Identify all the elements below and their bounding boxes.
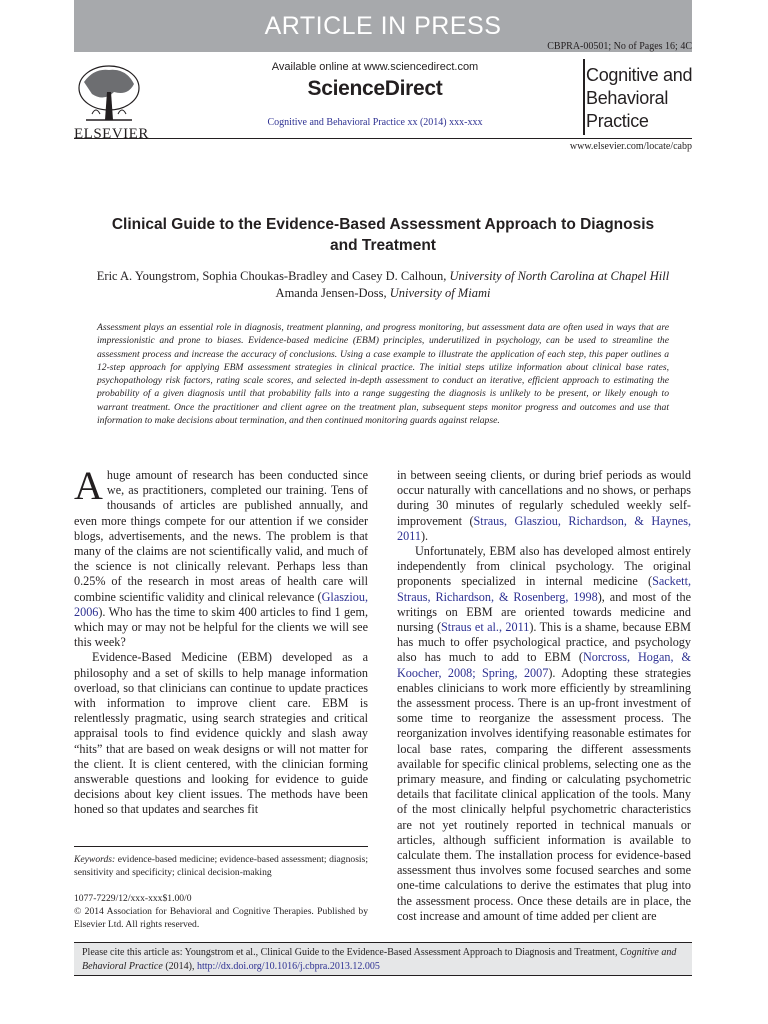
drop-cap: A — [74, 463, 103, 508]
author-list — [74, 268, 692, 302]
body-paragraph: in between seeing clients, or during brief periods as would occur naturally with cancellations and no shows, or perhaps during 30 minutes of regularly scheduled weekly self-improvement (Straus, Glasziou, Richardson, & Haynes, 2011). — [397, 468, 691, 543]
citation-link[interactable]: Straus et al., 2011 — [441, 620, 530, 635]
journal-title-line: Behavioral — [586, 88, 669, 108]
citation-link[interactable]: Norcross, Hogan, & Koocher, 2008; Spring, 2007 — [397, 650, 691, 680]
citation-link[interactable]: Straus, Glasziou, Richardson, & Haynes, 2011 — [397, 513, 691, 543]
copyright-block — [74, 892, 368, 931]
author-names: Eric A. Youngstrom, Sophia Choukas-Bradley and Casey D. Calhoun, — [96, 269, 450, 283]
footnote-divider — [74, 846, 368, 847]
left-column — [74, 463, 368, 818]
author-affiliation: University of Miami — [389, 286, 491, 300]
header-divider — [74, 138, 692, 139]
article-in-press-banner: ARTICLE IN PRESS — [74, 0, 692, 52]
right-column — [397, 468, 691, 924]
author-affiliation: University of North Carolina at Chapel Hill — [449, 269, 670, 283]
abstract: Assessment plays an essential role in diagnosis, treatment planning, and progress monitoring, but assessment data are often used in ways that are impressionistic and prone to biases. Evidence-based medicine (EBM) principles, underutilized in psychology, can be used to streamline the assessment process and increase the accuracy of conclusions. Using a case example to illustrate the application of each step, this paper outlines a 12-step approach for applying EBM assessment strategies in clinical practice. The initial steps utilize information about clinical base rates, psychopathology risk factors, rating scale scores, and selected in-depth assessment to conduct an iterative, efficient approach to estimating the probability of a given diagnosis until that probability falls into a range suggesting the diagnosis is unlikely to be present, or likely enough to warrant treatment. Once the practitioner and client agree on the treatment plan, subsequent steps monitor progress and outcomes and use that information to make decisions about termination, and then continued monitoring guards against relapse. — [97, 322, 669, 427]
author-names: Amanda Jensen-Doss, — [275, 286, 390, 300]
available-online: Available online at www.sciencedirect.com — [271, 61, 479, 73]
keywords-label: Keywords: — [74, 854, 116, 865]
body-paragraph: Ahuge amount of research has been conducted since we, as practitioners, completed our training. Tens of thousands of articles are published annually, and even more things compete for our attention if we consider blogs, advertisements, and the news. The problem is that many of the claims are not scientifically valid, and much of the science is not clinically relevant. Perhaps less than 0.25% of the research in most areas of health care will combine scientific validity and clinical relevance (Glasziou, 2006). Who has the time to skim 400 articles to find 1 gem, which may or may not be helpful for the clients we will see this week? — [74, 463, 368, 650]
article-title — [74, 214, 692, 256]
journal-title-line: Practice — [586, 111, 649, 131]
cite-journal: Cognitive and Behavioral Practice — [82, 947, 677, 972]
sciencedirect-logo: ScienceDirect — [307, 77, 443, 100]
copyright-line: © 2014 Association for Behavioral and Cognitive Therapies. Published by Elsevier Ltd. All rights reserved. — [74, 906, 368, 930]
publisher-name: ELSEVIER — [74, 126, 149, 142]
author-line — [74, 285, 692, 302]
citation-link[interactable]: Glasziou, 2006 — [74, 589, 368, 619]
citation-box: Please cite this article as: Youngstrom et al., Clinical Guide to the Evidence-Based Assessment Approach to Diagnosis and Treatment, Cognitive and Behavioral Practice (2014), http://dx.doi.org/10.1016/j.cbpra.2013.12.005 — [74, 942, 692, 976]
article-title-line: and Treatment — [330, 237, 436, 254]
article-title-line: Clinical Guide to the Evidence-Based Assessment Approach to Diagnosis — [111, 216, 655, 233]
journal-reference[interactable]: Cognitive and Behavioral Practice xx (2014) xxx-xxx — [267, 117, 483, 128]
author-line — [74, 268, 692, 285]
body-paragraph: Evidence-Based Medicine (EBM) developed as a philosophy and a set of skills to help manage information overload, so that clinicians can continue to update practices with information to improve client care. EBM is relentlessly pragmatic, using search strategies and critical appraisal tools to find evidence quickly and slash away “hits” that are based on weak designs or will not matter for the client. It is client centered, with the clinician forming answerable questions and looking for evidence to guide decisions about key client issues. The methods have been honed so that updates and searches fit — [74, 650, 368, 817]
citation-link[interactable]: Sackett, Straus, Richardson, & Rosenberg, 1998 — [397, 574, 691, 604]
journal-title — [586, 64, 692, 133]
body-paragraph: Unfortunately, EBM also has developed almost entirely independently from clinical psychology. The original proponents specialized in internal medicine (Sackett, Straus, Richardson, & Rosenberg, 1998), and most of the writings on EBM are oriented towards medicine and nursing (Straus et al., 2011). This is a shame, because EBM has much to offer psychological practice, and psychology also has much to add to EBM (Norcross, Hogan, & Koocher, 2008; Spring, 2007). Adopting these strategies enables clinicians to work more efficiently by streamlining the assessment process. There is an up-front investment of some time to reorganize the assessment process. The reorganization involves identifying reasonable estimates for local base rates, comparing the different assessments available for specific clinical problems, selecting one as the primary measure, and finding or calculating psychometric details that facilitate clinical application of the tools. Many of the most clinically helpful psychometric characteristics are not yet routinely reported in technical manuals or articles, although sufficient information is available to calculate them. The installation process for evidence-based assessment thus involves some focused searches and some one-time calculations to derive the estimates that plug into the assessment process. Once these details are in place, the cost increase and amount of time added per client are — [397, 544, 691, 923]
issn-line: 1077-7229/12/xxx-xxx$1.00/0 — [74, 893, 192, 904]
manuscript-reference: CBPRA-00501; No of Pages 16; 4C — [547, 41, 692, 52]
journal-url[interactable]: www.elsevier.com/locate/cabp — [569, 141, 692, 152]
doi-link[interactable]: http://dx.doi.org/10.1016/j.cbpra.2013.12.005 — [196, 960, 380, 972]
keywords: Keywords: evidence-based medicine; evidence-based assessment; diagnosis; sensitivity and specificity; clinical decision-making — [74, 854, 368, 878]
journal-title-line: Cognitive and — [586, 65, 693, 85]
